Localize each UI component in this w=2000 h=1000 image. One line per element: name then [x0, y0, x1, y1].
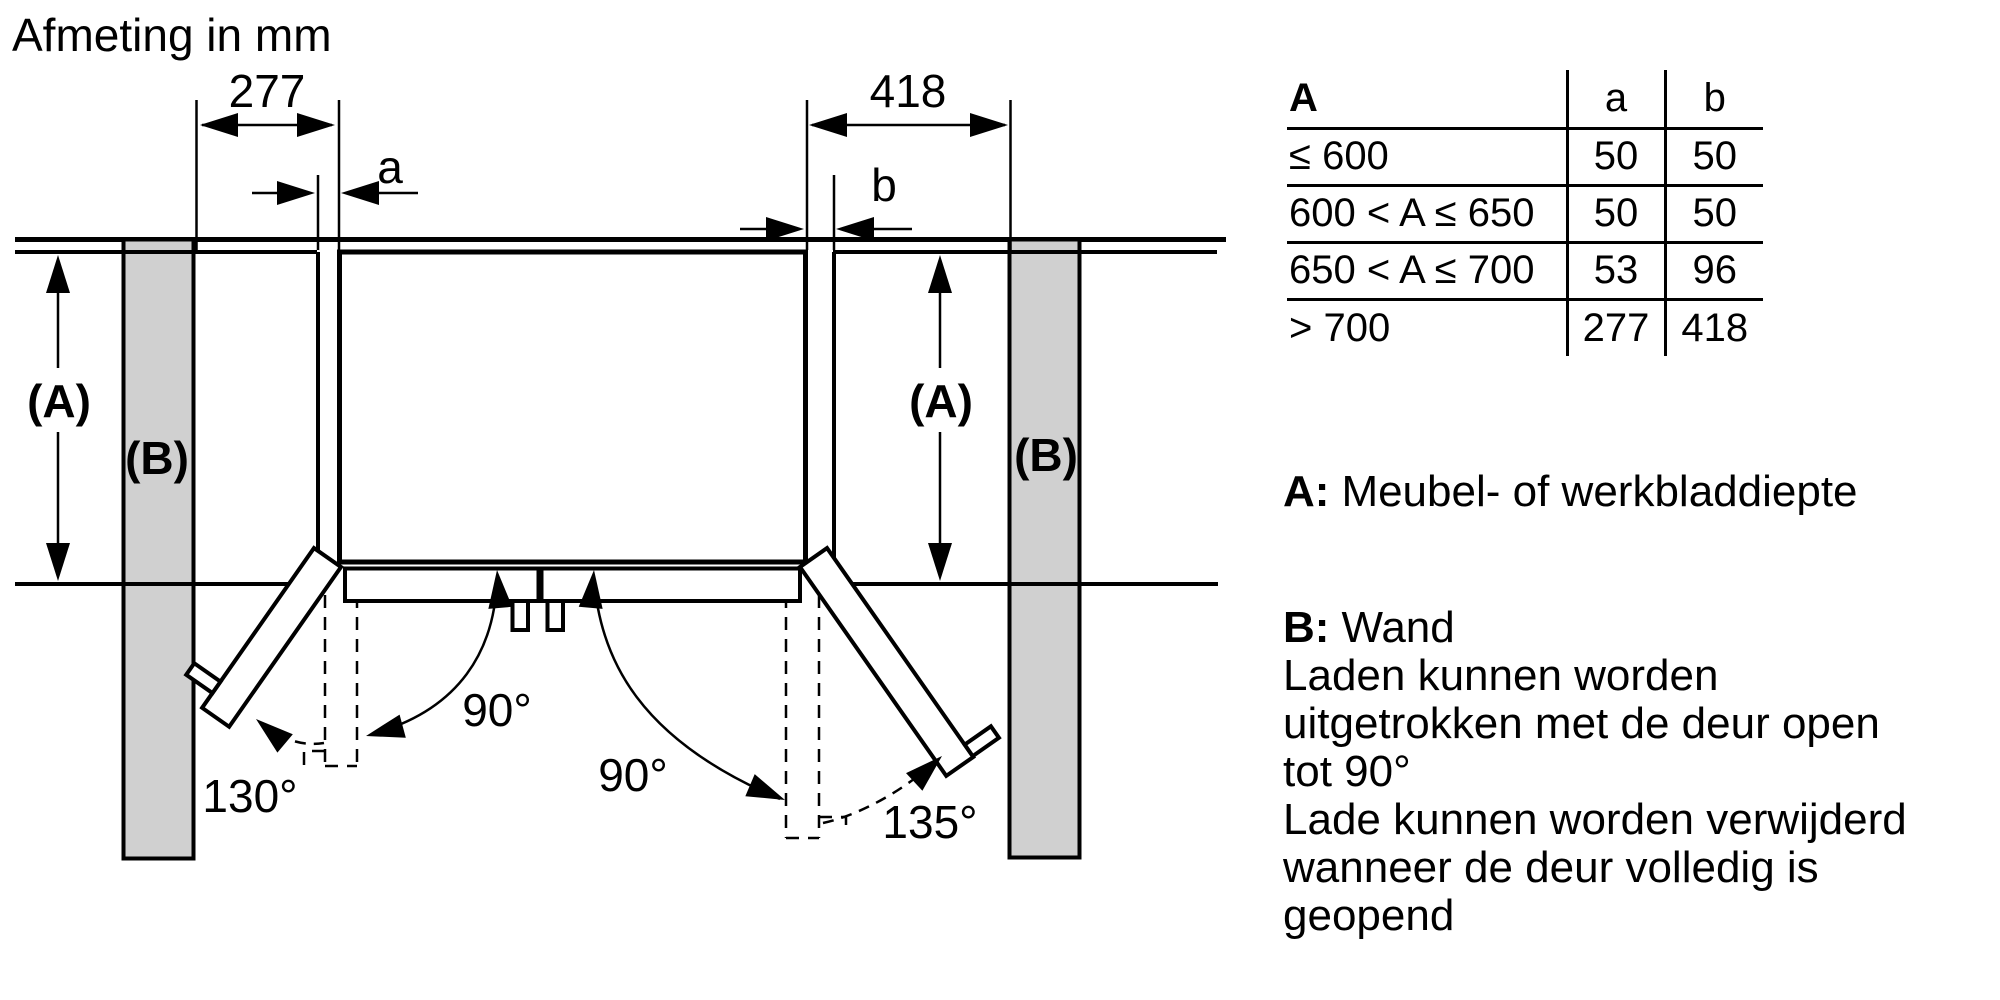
legend-b-line: wanneer de deur volledig is — [1283, 843, 1819, 892]
a-cell: 50 — [1567, 128, 1665, 185]
table-header-a: a — [1567, 70, 1665, 128]
hinge-pin-right — [548, 601, 564, 630]
a-cell: 53 — [1567, 242, 1665, 299]
a-cell: 277 — [1567, 299, 1665, 356]
arrowhead — [46, 255, 70, 293]
b-cell: 50 — [1665, 128, 1763, 185]
gap-a-label: a — [377, 141, 403, 193]
dimension-table — [1287, 70, 1763, 356]
legend-b-line — [1283, 604, 1907, 652]
arrowhead — [363, 715, 406, 748]
arrowhead — [970, 113, 1008, 137]
door-left-open — [176, 530, 341, 727]
depth-label-right: (A) — [909, 375, 973, 427]
arrowhead — [745, 774, 789, 811]
door-right-open — [800, 530, 1000, 776]
legend-a — [1283, 468, 1858, 516]
range-cell: ≤ 600 — [1287, 128, 1567, 185]
legend-b-prefix: B: — [1283, 603, 1330, 652]
table-row — [1287, 185, 1763, 242]
door-left-open-panel — [202, 548, 341, 727]
b-cell: 418 — [1665, 299, 1763, 356]
legend-a-prefix: A: — [1283, 467, 1330, 516]
door-split-line — [537, 569, 544, 602]
gap-b-label: b — [871, 159, 897, 211]
table-row — [1287, 128, 1763, 185]
page-title: Afmeting in mm — [12, 9, 332, 61]
legend-b-line: Lade kunnen worden verwijderd — [1283, 795, 1907, 844]
angle-135-label: 135° — [882, 796, 978, 848]
legend-b-line: uitgetrokken met de deur open — [1283, 699, 1880, 748]
table-row — [1287, 242, 1763, 299]
hinge-pin-left — [513, 601, 529, 630]
table-header-A: A — [1287, 70, 1567, 128]
range-cell: 650 < A ≤ 700 — [1287, 242, 1567, 299]
door-right-open-handle — [965, 726, 999, 756]
b-cell: 50 — [1665, 185, 1763, 242]
doors-closed-bar — [345, 569, 800, 602]
dim-418-label: 418 — [869, 65, 947, 117]
angle-130-label: 130° — [202, 770, 298, 822]
dim-277-label: 277 — [228, 65, 306, 117]
arrowhead — [248, 710, 293, 753]
table-header-b: b — [1665, 70, 1763, 128]
b-cell: 96 — [1665, 242, 1763, 299]
arrowhead — [46, 543, 70, 581]
arrowhead — [809, 113, 847, 137]
arrowhead — [928, 255, 952, 293]
angle-90-right-label: 90° — [598, 749, 668, 801]
range-cell: 600 < A ≤ 650 — [1287, 185, 1567, 242]
legend-b-text: Wand — [1341, 603, 1455, 652]
arrowhead — [341, 181, 379, 205]
legend-b — [1283, 604, 1907, 940]
angle-90-left-label: 90° — [462, 684, 532, 736]
a-cell: 50 — [1567, 185, 1665, 242]
table-row — [1287, 299, 1763, 356]
table-header-row — [1287, 70, 1763, 128]
wall-right — [1010, 240, 1080, 858]
arrowhead — [277, 181, 315, 205]
wall-left — [124, 240, 194, 859]
door-left-90-handle-outline — [304, 751, 325, 767]
legend-b-line: geopend — [1283, 891, 1455, 940]
range-cell: > 700 — [1289, 305, 1391, 350]
arrowhead — [928, 543, 952, 581]
appliance-body — [340, 252, 806, 562]
wall-label-right: (B) — [1014, 429, 1078, 481]
wall-label-left: (B) — [125, 432, 189, 484]
legend-b-line: Laden kunnen worden — [1283, 651, 1719, 700]
depth-label-left: (A) — [27, 375, 91, 427]
legend-b-line: tot 90° — [1283, 747, 1411, 796]
legend-a-text: Meubel- of werkbladdiepte — [1341, 467, 1858, 516]
